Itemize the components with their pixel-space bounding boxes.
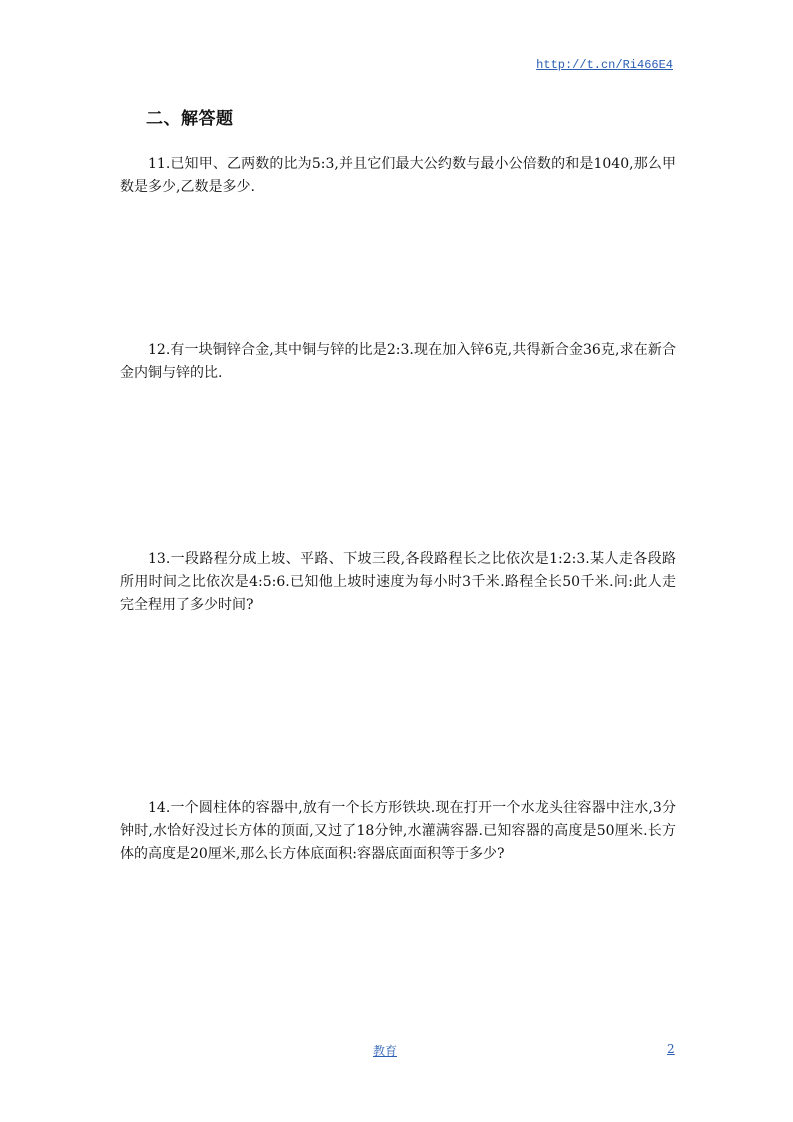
footer-page-number[interactable]: 2	[667, 1042, 675, 1056]
question-12: 12.有一块铜锌合金,其中铜与锌的比是2:3.现在加入锌6克,共得新合金36克,求在新合金内铜与锌的比.	[120, 342, 676, 381]
question-11: 11.已知甲、乙两数的比为5:3,并且它们最大公约数与最小公倍数的和是1040,那么甲数是多少,乙数是多少.	[120, 156, 676, 195]
header-url-link[interactable]: http://t.cn/Ri466E4	[536, 58, 673, 72]
section-title: 二、解答题	[146, 109, 234, 129]
question-14: 14.一个圆柱体的容器中,放有一个长方形铁块.现在打开一个水龙头往容器中注水,3分钟时,水恰好没过长方体的顶面,又过了18分钟,水灌满容器.已知容器的高度是50厘米.长方体的高度是20厘米,那么长方体底面积:容器底面面积等于多少?	[120, 800, 676, 862]
question-13: 13.一段路程分成上坡、平路、下坡三段,各段路程长之比依次是1:2:3.某人走各段路所用时间之比依次是4:5:6.已知他上坡时速度为每小时3千米.路程全长50千米.问:此人走完全程用了多少时间?	[120, 551, 676, 613]
footer-education-link[interactable]: 教育	[373, 1044, 398, 1058]
